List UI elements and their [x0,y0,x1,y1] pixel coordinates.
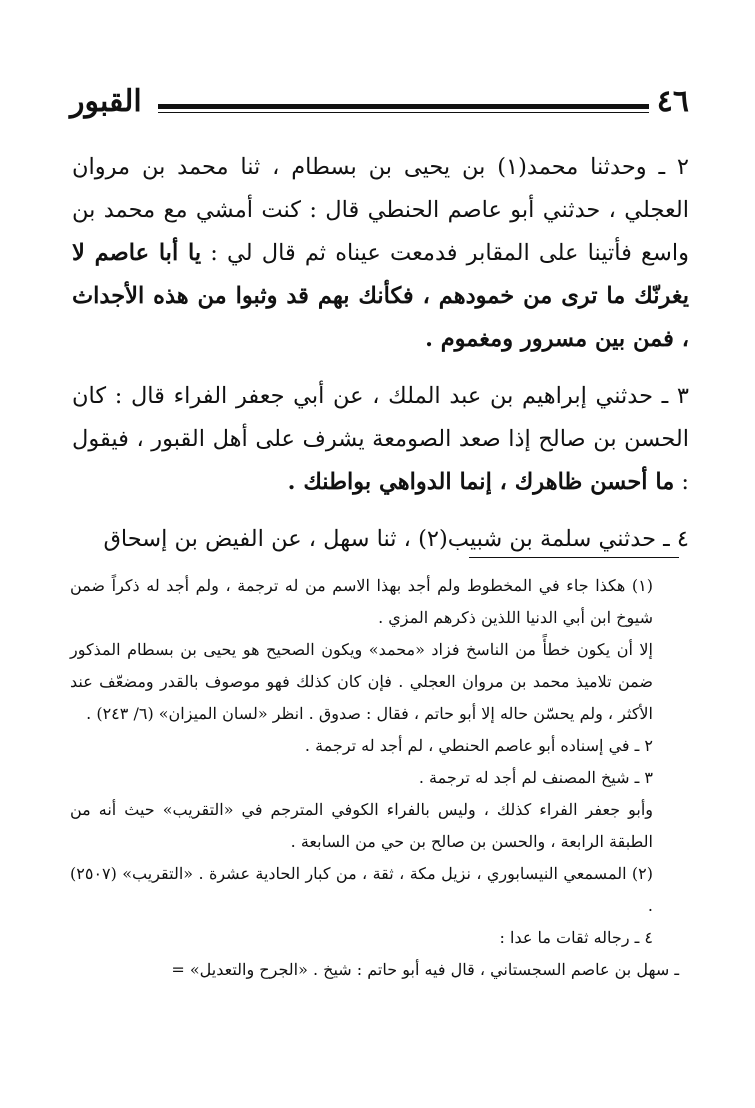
footnote-note-3: ٣ ـ شيخ المصنف لم أجد له ترجمة . [418,768,653,787]
paragraph-3 [72,375,689,504]
header-rule-thin [158,112,649,113]
footnote-note-3-continued: وأبو جعفر الفراء كذلك ، وليس بالفراء الكوفي المترجم في «التقريب» حيث أنه من الطبقة الرابعة ، والحسن بن صالح بن حي من السابعة . [70,800,653,851]
paragraph-3-quote: ما أحسن ظاهرك ، إنما الدواهي بواطنك . [287,469,675,495]
footnote-note-2: ٢ ـ في إسناده أبو عاصم الحنطي ، لم أجد له ترجمة . [304,736,653,755]
footnote-1: (١) هكذا جاء في المخطوط ولم أجد بهذا الاسم من له ترجمة ، ولم أجد له ذكراً ضمن شيوخ ابن أبي الدنيا اللذين ذكرهم المزي . [70,576,653,627]
paragraph-4: ٤ ـ حدثني سلمة بن شبيب(٢) ، ثنا سهل ، عن الفيض بن إسحاق [103,526,689,552]
footnote-1-continued: إلا أن يكون خطأً من الناسخ فزاد «محمد» ويكون الصحيح هو يحيى بن بسطام المذكور ضمن تلاميذ محمد بن مروان العجلي . فإن كان كذلك فهو موصوف بالقدر ومضعّف عند الأكثر ، ولم يحسّن حاله إلا أبو حاتم ، فقال : صدوق . انظر «لسان الميزان» (٦/ ٢٤٣) . [70,640,654,723]
footnotes [70,570,679,986]
main-text [72,146,689,575]
page-header [70,84,689,124]
paragraph-2 [72,146,689,361]
header-rule [158,104,649,109]
paragraph-2-quote: يا أبا عاصم لا يغرنّك ما ترى من خمودهم ، فكأنك بهم قد وثبوا من هذه الأجداث ، فمن بين مسرور ومغموم . [72,240,689,352]
paragraph-3-text: ٣ ـ حدثني إبراهيم بن عبد الملك ، عن أبي جعفر الفراء قال : كان الحسن بن صالح إذا صعد الصومعة يشرف على أهل القبور ، فيقول : [72,383,689,495]
footnote-note-4-item: ـ سهل بن عاصم السجستاني ، قال فيه أبو حاتم : شيخ . «الجرح والتعديل» = [171,960,679,979]
paragraph-2-text: ٢ ـ وحدثنا محمد(١) بن يحيى بن بسطام ، ثنا محمد بن مروان العجلي ، حدثني أبو عاصم الحنطي قال : كنت أمشي مع محمد بن واسع فأتينا على المقابر فدمعت عيناه ثم قال لي : [72,154,690,266]
running-title: القبور [70,84,142,119]
page-number: ٤٦ [656,84,689,119]
footnote-2: (٢) المسمعي النيسابوري ، نزيل مكة ، ثقة ، من كبار الحادية عشرة . «التقريب» (٢٥٠٧) . [70,864,654,915]
footnote-note-4: ٤ ـ رجاله ثقات ما عدا : [499,928,653,947]
footnote-separator [469,557,679,558]
